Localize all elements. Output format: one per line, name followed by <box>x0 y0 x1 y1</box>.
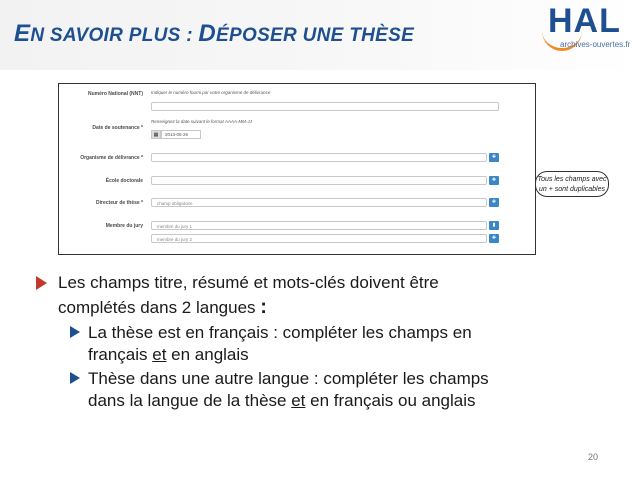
form-screenshot <box>58 83 536 255</box>
nnt-hint: Indiquer le numéro fourni par votre organisme de délivrance <box>151 90 271 95</box>
slide-title <box>14 20 414 48</box>
bullet-sub1-line1: La thèse est en français : compléter les champs en <box>88 323 472 342</box>
date-hint: Renseignez la date suivant le format AAAA-MM-JJ <box>151 119 252 124</box>
red-arrow-icon <box>36 276 47 290</box>
org-add-button[interactable] <box>489 153 499 162</box>
org-input[interactable] <box>151 153 487 162</box>
sub2-text-b: dans la langue de la thèse <box>88 391 292 410</box>
plus-icon: ✚ <box>491 154 497 160</box>
bullet-sub2-line2 <box>88 390 596 412</box>
sub1-text-b: français <box>88 345 153 364</box>
sub2-text-c: en français ou anglais <box>305 391 476 410</box>
school-add-button[interactable] <box>489 176 499 185</box>
bullet-main <box>36 270 596 320</box>
director-add-button[interactable] <box>489 198 499 207</box>
trash-icon: ▮ <box>492 222 496 228</box>
sub2-et: et <box>291 391 306 410</box>
slide-header <box>0 0 638 70</box>
bullet-main-line2 <box>58 295 596 320</box>
title-part2-initial: D <box>198 20 217 47</box>
jury1-delete-button[interactable] <box>489 221 499 230</box>
director-label: Directeur de thèse * <box>96 200 143 206</box>
date-input[interactable]: 2013-05-26 <box>161 130 201 139</box>
bullet-sub1-line2 <box>88 344 596 366</box>
school-input[interactable] <box>151 176 487 185</box>
jury1-input[interactable]: membre du jury 1 <box>151 221 487 230</box>
sub1-et: et <box>152 345 167 364</box>
callout-bubble <box>535 171 609 197</box>
title-separator: : <box>180 25 199 46</box>
plus-icon: ✚ <box>491 199 497 205</box>
org-label: Organisme de délivrance * <box>80 155 143 161</box>
title-part2: ÉPOSER UNE THÈSE <box>216 25 415 46</box>
sub1-text-c: en anglais <box>166 345 249 364</box>
calendar-icon[interactable]: ▦ <box>151 130 161 139</box>
bullet-list <box>36 270 596 412</box>
page-number: 20 <box>588 452 599 462</box>
title-initial: E <box>14 20 31 47</box>
bullet-sub2-line1: Thèse dans une autre langue : compléter les champs <box>88 369 489 388</box>
bullet-sub2 <box>36 368 596 412</box>
jury-label: Membre du jury <box>105 223 143 229</box>
school-label: École doctorale <box>105 178 143 184</box>
plus-icon: ✚ <box>491 235 497 241</box>
callout-line1: Tous les champs avec <box>537 176 607 183</box>
nnt-label: Numéro National (NNT) <box>88 91 143 97</box>
hal-logo <box>548 2 631 54</box>
bullet-main-text: complétés dans 2 langues <box>58 298 261 317</box>
title-part1: N SAVOIR PLUS <box>30 25 181 46</box>
blue-arrow-icon <box>70 326 80 338</box>
blue-arrow-icon <box>70 372 80 384</box>
plus-icon: ✚ <box>491 177 497 183</box>
bullet-sub1 <box>36 322 596 366</box>
logo-subtitle: archives-ouvertes.fr <box>560 40 631 49</box>
bullet-main-colon: : <box>260 296 267 318</box>
jury2-add-button[interactable] <box>489 234 499 243</box>
bullet-main-line1: Les champs titre, résumé et mots-clés doivent être <box>58 273 439 292</box>
callout-line2: un + sont duplicables <box>539 186 605 193</box>
date-label: Date de soutenance * <box>92 125 143 131</box>
director-input[interactable]: champ obligatoire <box>151 198 487 207</box>
nnt-input[interactable] <box>151 102 499 111</box>
logo-text: HAL <box>548 2 621 40</box>
jury2-input[interactable]: membre du jury 2 <box>151 234 487 243</box>
